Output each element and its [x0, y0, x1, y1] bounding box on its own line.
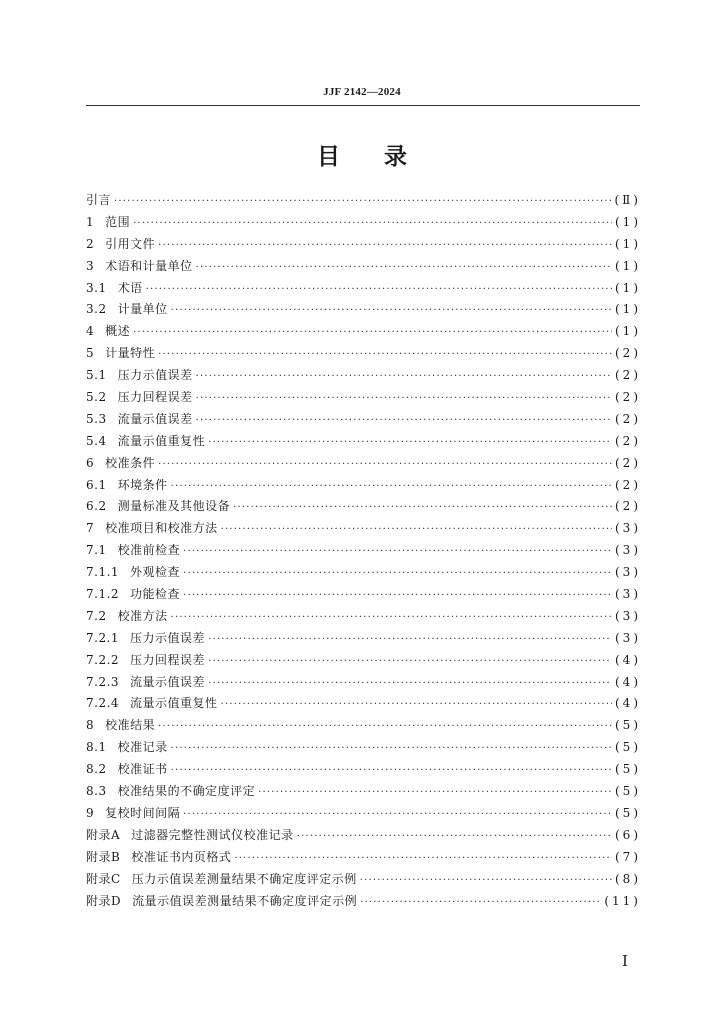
toc-entry-page: (1) [615, 280, 641, 295]
toc-entry[interactable] [86, 803, 641, 825]
toc-entry-page: (Ⅱ) [614, 193, 641, 207]
toc-dot-leader [133, 213, 612, 235]
toc-dot-leader [221, 694, 612, 716]
toc-entry-title: 外观检查 [130, 565, 181, 580]
toc-dot-leader [208, 651, 612, 673]
toc-entry-number: 3.1 [86, 280, 107, 295]
toc-entry-title: 术语 [117, 280, 143, 295]
toc-dot-leader [183, 804, 612, 826]
toc-entry-title: 概述 [105, 324, 131, 339]
toc-entry-number: 5.2 [86, 390, 107, 405]
toc-entry-number: 8 [86, 718, 95, 733]
toc-entry-title: 压力回程误差 [130, 652, 206, 667]
toc-entry-page: (7) [615, 849, 641, 864]
toc-dot-leader [171, 738, 612, 760]
toc-entry-title: 压力回程误差 [117, 390, 193, 405]
toc-dot-leader [297, 826, 612, 848]
toc-entry[interactable] [86, 759, 641, 781]
toc-dot-leader [171, 300, 612, 322]
toc-entry-title: 计量特性 [105, 346, 156, 361]
toc-entry-number: 7.2.3 [86, 674, 120, 689]
toc-entry-title: 测量标准及其他设备 [117, 499, 231, 514]
toc-entry-title: 流量示值误差测量结果不确定度评定示例 [132, 893, 358, 908]
toc-dot-leader [360, 892, 601, 914]
toc-entry-number: 附录C [86, 871, 121, 886]
toc-entry[interactable] [86, 190, 641, 212]
toc-entry-number: 6.2 [86, 499, 107, 514]
toc-entry[interactable] [86, 650, 641, 672]
toc-entry-page: (5) [615, 762, 641, 777]
toc-entry-title: 校准证书 [117, 762, 168, 777]
toc-dot-leader [208, 673, 612, 695]
toc-dot-leader [233, 497, 612, 519]
toc-entry-page: (1) [615, 324, 641, 339]
toc-entry-number: 8.3 [86, 784, 107, 799]
toc-entry-number: 7.2.1 [86, 630, 120, 645]
toc-entry[interactable] [86, 781, 641, 803]
toc-entry-title: 校准结果的不确定度评定 [117, 784, 256, 799]
toc-entry-number: 6.1 [86, 477, 107, 492]
toc-entry-number: 7.2.2 [86, 652, 120, 667]
toc-dot-leader [196, 257, 612, 279]
toc-entry[interactable] [86, 343, 641, 365]
toc-entry-page: (2) [615, 499, 641, 514]
table-of-contents [86, 190, 641, 912]
toc-entry[interactable] [86, 562, 641, 584]
toc-dot-leader [183, 563, 612, 585]
toc-entry-title: 校准项目和校准方法 [105, 521, 218, 536]
toc-entry-number: 7.1.2 [86, 587, 120, 602]
toc-dot-leader [146, 279, 612, 301]
toc-entry[interactable] [86, 891, 641, 913]
toc-entry-page: (2) [615, 346, 641, 361]
toc-entry-number: 8.1 [86, 740, 107, 755]
toc-entry-title: 复校时间间隔 [105, 805, 181, 820]
toc-entry[interactable] [86, 299, 641, 321]
toc-entry-title: 校准方法 [117, 608, 168, 623]
toc-entry-page: (3) [615, 521, 641, 536]
toc-dot-leader [158, 454, 612, 476]
toc-entry-title: 术语和计量单位 [105, 258, 193, 273]
toc-dot-leader [133, 322, 612, 344]
toc-entry-page: (2) [615, 390, 641, 405]
toc-entry[interactable] [86, 321, 641, 343]
toc-entry-number: 5.1 [86, 368, 107, 383]
toc-entry-title: 校准前检查 [117, 543, 181, 558]
toc-entry-number: 附录B [86, 849, 121, 864]
toc-entry-title: 引用文件 [105, 236, 156, 251]
toc-entry-title: 流量示值重复性 [130, 696, 218, 711]
toc-dot-leader [183, 585, 612, 607]
toc-entry[interactable] [86, 518, 641, 540]
toc-entry-number: 4 [86, 324, 95, 339]
toc-entry[interactable] [86, 869, 641, 891]
toc-entry-title: 流量示值误差 [130, 674, 206, 689]
toc-entry-number: 7.2 [86, 608, 107, 623]
toc-dot-leader [196, 366, 612, 388]
page-number: Ⅰ [622, 954, 628, 970]
page-title [0, 138, 724, 171]
toc-entry-number: 5.4 [86, 433, 107, 448]
toc-dot-leader [208, 432, 612, 454]
toc-dot-leader [258, 782, 612, 804]
toc-entry[interactable] [86, 847, 641, 869]
toc-entry-number: 7.1 [86, 543, 107, 558]
toc-entry-page: (11) [604, 893, 641, 908]
toc-entry[interactable] [86, 256, 641, 278]
toc-entry-title: 压力示值误差测量结果不确定度评定示例 [131, 871, 357, 886]
toc-entry-title: 计量单位 [117, 302, 168, 317]
toc-entry-page: (4) [615, 696, 641, 711]
toc-entry-number: 附录A [86, 827, 121, 842]
toc-entry-title: 功能检查 [130, 587, 181, 602]
toc-entry-page: (3) [615, 608, 641, 623]
toc-entry[interactable] [86, 606, 641, 628]
toc-entry[interactable] [86, 278, 641, 300]
toc-dot-leader [158, 716, 612, 738]
toc-entry[interactable] [86, 628, 641, 650]
toc-entry-number: 3.2 [86, 302, 107, 317]
toc-dot-leader [360, 870, 612, 892]
toc-entry-number: 2 [86, 236, 95, 251]
toc-entry[interactable] [86, 212, 641, 234]
toc-entry-title: 校准证书内页格式 [131, 849, 232, 864]
toc-entry[interactable] [86, 540, 641, 562]
title-char-right: 录 [384, 144, 407, 170]
title-char-left: 目 [317, 144, 340, 170]
toc-entry-title: 压力示值误差 [130, 630, 206, 645]
toc-entry-page: (1) [615, 258, 641, 273]
toc-dot-leader [158, 235, 612, 257]
toc-entry-number: 9 [86, 805, 95, 820]
toc-entry-title: 范围 [105, 214, 131, 229]
toc-dot-leader [171, 607, 612, 629]
toc-entry-title: 流量示值误差 [117, 411, 193, 426]
toc-entry[interactable] [86, 715, 641, 737]
toc-entry[interactable] [86, 693, 641, 715]
toc-entry-page: (1) [615, 214, 641, 229]
toc-dot-leader [114, 191, 611, 213]
toc-entry-number: 5.3 [86, 411, 107, 426]
toc-dot-leader [183, 541, 612, 563]
toc-entry-page: (5) [615, 784, 641, 799]
toc-entry[interactable] [86, 234, 641, 256]
toc-entry-number: 3 [86, 258, 95, 273]
toc-entry-number: 1 [86, 214, 95, 229]
toc-entry-page: (4) [615, 674, 641, 689]
toc-entry-number: 7.2.4 [86, 696, 120, 711]
toc-entry-number: 7 [86, 521, 95, 536]
toc-entry-page: (1) [615, 236, 641, 251]
toc-entry-page: (2) [615, 477, 641, 492]
toc-entry[interactable] [86, 365, 641, 387]
toc-entry-title: 校准条件 [105, 455, 156, 470]
toc-entry-page: (2) [615, 455, 641, 470]
toc-entry-title: 校准结果 [105, 718, 156, 733]
toc-entry[interactable] [86, 672, 641, 694]
toc-dot-leader [196, 388, 612, 410]
toc-entry-page: (3) [615, 565, 641, 580]
toc-entry-title: 过滤器完整性测试仪校准记录 [131, 827, 294, 842]
toc-entry-page: (5) [615, 740, 641, 755]
toc-entry-page: (4) [615, 652, 641, 667]
toc-entry-title: 环境条件 [117, 477, 168, 492]
toc-entry[interactable] [86, 737, 641, 759]
toc-entry[interactable] [86, 584, 641, 606]
toc-entry-page: (5) [615, 805, 641, 820]
toc-dot-leader [171, 476, 612, 498]
toc-entry-number: 附录D [86, 893, 122, 908]
toc-entry-page: (6) [615, 827, 641, 842]
toc-entry-number: 7.1.1 [86, 565, 120, 580]
toc-entry[interactable] [86, 453, 641, 475]
toc-dot-leader [208, 629, 612, 651]
toc-entry-page: (8) [615, 871, 641, 886]
toc-entry[interactable] [86, 387, 641, 409]
toc-entry-title: 校准记录 [117, 740, 168, 755]
standard-code: JJF 2142—2024 [323, 86, 401, 98]
toc-dot-leader [196, 410, 612, 432]
toc-dot-leader [171, 760, 612, 782]
toc-dot-leader [234, 848, 612, 870]
toc-entry-page: (2) [615, 411, 641, 426]
toc-entry-number: 6 [86, 455, 95, 470]
toc-entry-title: 流量示值重复性 [117, 433, 206, 448]
toc-entry[interactable] [86, 409, 641, 431]
toc-entry-page: (3) [615, 630, 641, 645]
header-rule [86, 105, 640, 106]
toc-entry-page: (2) [615, 368, 641, 383]
toc-entry-title: 引言 [86, 193, 112, 207]
toc-entry-number: 5 [86, 346, 95, 361]
toc-entry[interactable] [86, 496, 641, 518]
toc-entry[interactable] [86, 431, 641, 453]
toc-entry[interactable] [86, 475, 641, 497]
toc-entry[interactable] [86, 825, 641, 847]
toc-entry-page: (5) [615, 718, 641, 733]
toc-dot-leader [158, 344, 612, 366]
toc-entry-page: (2) [615, 433, 641, 448]
toc-entry-page: (3) [615, 543, 641, 558]
toc-entry-title: 压力示值误差 [117, 368, 193, 383]
toc-entry-page: (3) [615, 587, 641, 602]
toc-entry-page: (1) [615, 302, 641, 317]
toc-entry-number: 8.2 [86, 762, 107, 777]
toc-dot-leader [221, 519, 612, 541]
